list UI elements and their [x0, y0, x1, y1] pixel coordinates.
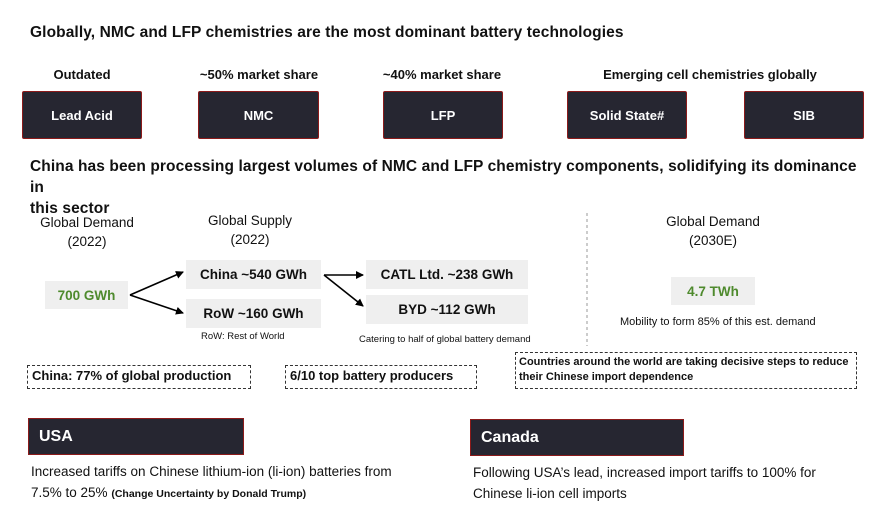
usa-box [28, 418, 244, 455]
canada-description [473, 462, 873, 504]
canada-name: Canada [481, 428, 539, 446]
supply-2022-line2: (2022) [230, 232, 270, 247]
demand-2022-line2: (2022) [67, 234, 107, 249]
lead-acid-name: Lead Acid [51, 107, 113, 123]
page-title: Globally, NMC and LFP chemistries are the most dominant battery technologies [30, 24, 624, 41]
china-supply-box: China ~540 GWh [186, 260, 321, 289]
lfp-label: ~40% market share [382, 67, 502, 82]
supply-2022-line1: Global Supply [207, 213, 293, 228]
nmc-name: NMC [243, 107, 274, 123]
demand-2030-heading [648, 212, 778, 250]
demand-2030-line2: (2030E) [688, 233, 738, 248]
canada-box [470, 419, 684, 456]
canada-line1: Following USA’s lead, increased import tariffs to 100% for [473, 465, 816, 480]
countries-note-line1: Countries around the world are taking decisive steps to reduce [519, 356, 849, 368]
catl-box: CATL Ltd. ~238 GWh [366, 260, 528, 289]
demand-2022-line1: Global Demand [40, 215, 134, 230]
usa-name: USA [39, 427, 73, 445]
arrow-china-to-byd [324, 275, 363, 306]
demand-2022-value: 700 GWh [45, 281, 128, 309]
subtitle-line-2: this sector [30, 200, 110, 217]
catl-byd-note: Catering to half of global battery demand [359, 334, 531, 345]
nmc-label: ~50% market share [199, 67, 319, 82]
canada-line2: Chinese li-ion cell imports [473, 486, 627, 501]
china-production-callout: China: 77% of global production [27, 365, 251, 389]
usa-description [31, 461, 461, 505]
demand-2030-note: Mobility to form 85% of this est. demand [620, 316, 816, 328]
arrow-demand-to-row [130, 295, 183, 313]
lead-acid-label: Outdated [53, 67, 111, 82]
countries-note-callout [515, 352, 857, 389]
usa-note: (Change Uncertainty by Donald Trump) [111, 488, 307, 500]
sib-name: SIB [793, 107, 815, 123]
lfp-name: LFP [430, 107, 456, 123]
demand-2030-value: 4.7 TWh [671, 277, 755, 305]
emerging-label: Emerging cell chemistries globally [603, 67, 817, 82]
countries-note-line2: their Chinese import dependence [519, 371, 694, 383]
solid-state-name: Solid State# [589, 107, 665, 123]
top-producers-callout: 6/10 top battery producers [285, 365, 477, 389]
byd-box: BYD ~112 GWh [366, 295, 528, 324]
demand-2030-line1: Global Demand [666, 214, 760, 229]
row-note: RoW: Rest of World [201, 331, 285, 342]
usa-line1: Increased tariffs on Chinese lithium-ion (li-ion) batteries from [31, 464, 392, 479]
arrow-demand-to-china [130, 272, 183, 295]
row-supply-box: RoW ~160 GWh [186, 299, 321, 328]
usa-line2: 7.5% to 25% [31, 485, 108, 500]
subtitle-line-1: China has been processing largest volumes of NMC and LFP chemistry components, solidifying its dominance in [30, 158, 857, 196]
